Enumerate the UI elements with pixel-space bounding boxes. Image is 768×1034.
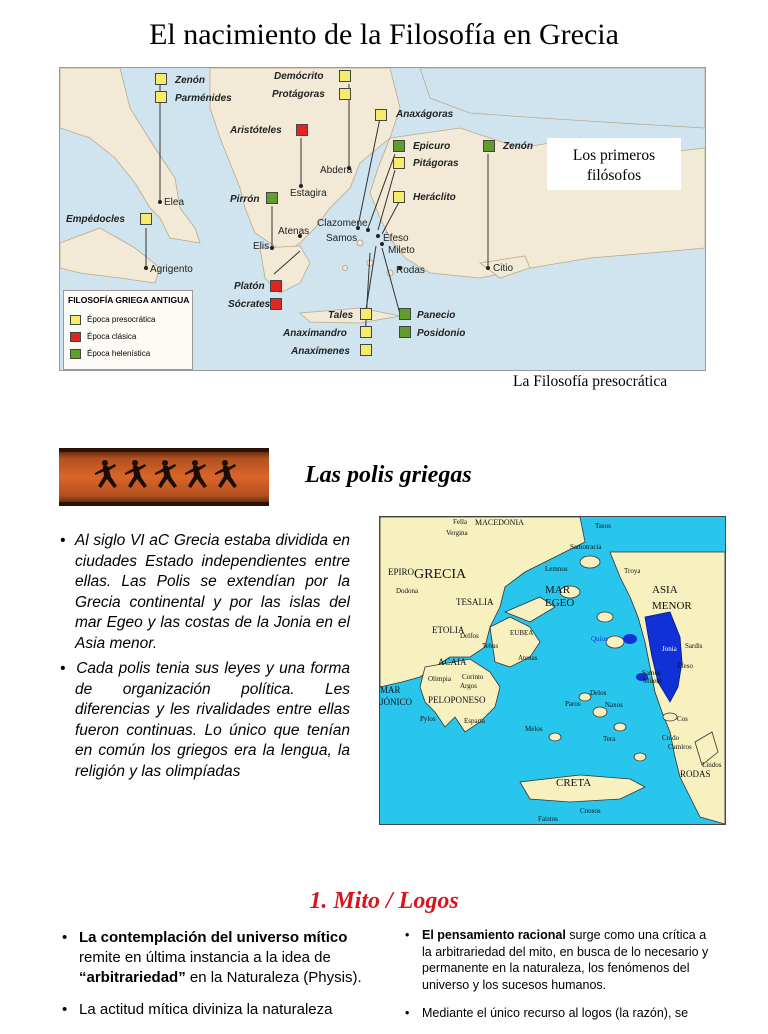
philosophy-map: [59, 67, 706, 371]
label-anaximenes: Anaxímenes: [291, 346, 350, 357]
logos-bullet: • Mediante el único recurso al logos (la razón), se: [405, 1006, 689, 1020]
polis-bullets: [60, 531, 350, 787]
marker-anaximenes: [360, 344, 372, 356]
map-legend: [63, 290, 193, 370]
city-samos: Samos: [326, 233, 358, 244]
greek-runners-banner: [59, 448, 269, 506]
map2-efeso: Éfeso: [677, 662, 693, 670]
mito-bullet: • La actitud mítica diviniza la naturaleza: [62, 1001, 333, 1018]
map2-paros: Paros: [565, 700, 581, 708]
map2-jonia: Jonia: [662, 645, 677, 653]
map2-acaia: ACAIA: [438, 657, 467, 667]
logos-bullet: • El pensamiento racional surge como una crítica a la arbitrariedad del mito, en busca de lo necesario y permanente en la naturaleza, los fenómenos del universo y los sucesos humanos.: [405, 928, 709, 992]
callout-box: [547, 138, 681, 190]
city-efeso: Éfeso: [383, 233, 409, 244]
map2-rodas: RODAS: [680, 769, 711, 779]
marker-socrates: [270, 298, 282, 310]
map2-epiro: EPIRO: [388, 567, 415, 577]
map2-tebas: Tebas: [482, 642, 499, 650]
label-parmenides: Parménides: [175, 93, 232, 104]
marker-parmenides: [155, 91, 167, 103]
map2-dodona: Dodona: [396, 587, 419, 595]
label-pirron: Pirrón: [230, 194, 260, 205]
map2-vergina: Vergina: [446, 529, 468, 537]
marker-democrito: [339, 70, 351, 82]
map-caption: La Filosofía presocrática: [513, 373, 668, 390]
map2-mar-jonico-2: JÓNICO: [380, 697, 413, 707]
map2-camiros: Camiros: [668, 743, 692, 751]
city-elea: Elea: [164, 197, 185, 208]
label-democrito: Demócrito: [274, 71, 324, 82]
mito-column: [62, 928, 368, 1032]
city-estagira: Estagira: [290, 188, 327, 199]
map2-samotracia: Samotracia: [570, 543, 602, 551]
map2-quios: Quios: [591, 635, 608, 643]
map2-cnido: Cnido: [662, 734, 680, 742]
marker-aristoteles: [296, 124, 308, 136]
label-socrates: Sócrates: [228, 299, 271, 310]
map2-faistos: Faistos: [538, 815, 558, 823]
marker-epicuro: [393, 140, 405, 152]
map2-argos: Argos: [460, 682, 477, 690]
map2-sardis: Sardis: [685, 642, 703, 650]
marker-zenon-elea: [155, 73, 167, 85]
marker-anaximandro: [360, 326, 372, 338]
label-pitagoras: Pitágoras: [413, 158, 459, 169]
city-clazomene: Clazomene: [317, 218, 368, 229]
map2-delos: Delos: [590, 689, 607, 697]
map2-asia-1: ASIA: [652, 584, 678, 596]
map2-cnosos: Cnosos: [580, 807, 601, 815]
marker-pitagoras: [393, 157, 405, 169]
map2-asia-2: MENOR: [652, 600, 692, 612]
map2-tera: Tera: [603, 735, 616, 743]
legend-item-hellenistic: Época helenística: [70, 349, 150, 359]
map2-mar-egeo-2: EGEO: [545, 597, 575, 609]
marker-tales: [360, 308, 372, 320]
map2-tesalia: TESALIA: [456, 597, 494, 607]
mito-logos-heading: 1. Mito / Logos: [309, 888, 459, 914]
map2-esparta: Esparta: [464, 717, 485, 725]
city-citio: Citio: [493, 263, 514, 274]
label-anaxagoras: Anaxágoras: [396, 109, 454, 120]
page-title: El nacimiento de la Filosofía en Grecia: [149, 18, 619, 51]
map2-background: [380, 517, 725, 824]
map2-grecia: GRECIA: [414, 567, 467, 582]
map2-mar-jonico-1: MAR: [380, 685, 401, 695]
label-zenon-citio: Zenón: [503, 141, 533, 152]
label-zenon-elea: Zenón: [175, 75, 205, 86]
marker-empedocles: [140, 213, 152, 225]
label-epicuro: Epicuro: [413, 141, 451, 152]
map2-olimpia: Olimpia: [428, 675, 451, 683]
callout-line2: filósofos: [586, 167, 642, 184]
map2-creta: CRETA: [556, 777, 592, 789]
legend-item-presocratic: Época presocrática: [70, 315, 155, 325]
logos-column: [405, 927, 715, 1034]
polis-bullet: • Al siglo VI aC Grecia estaba dividida en ciudades Estado independientes entre ellas. Las Polis se extendían por la Grecia continental y por las islas del mar Egeo y las costas de la Jonia en el Asia menor.: [60, 532, 350, 652]
label-aristoteles: Aristóteles: [230, 125, 282, 136]
marker-zenon-citio: [483, 140, 495, 152]
city-mileto: Mileto: [388, 245, 415, 256]
map2-mar-egeo-1: MAR: [545, 584, 571, 596]
mito-bullet: • La contemplación del universo mítico remite en última instancia a la idea de “arbitrariedad” en la Naturaleza (Physis).: [62, 929, 362, 986]
callout-line1: Los primeros: [572, 147, 656, 164]
legend-title: FILOSOFÍA GRIEGA ANTIGUA: [68, 295, 190, 305]
marker-protagoras: [339, 88, 351, 100]
map2-mileto: Mileto: [643, 677, 662, 685]
marker-posidonio: [399, 326, 411, 338]
map2-eubea: EUBEA: [510, 629, 534, 637]
marker-pirron: [266, 192, 278, 204]
map2-tasos: Tasos: [595, 522, 611, 530]
map2-etolia: ETOLIA: [432, 625, 465, 635]
label-empedocles: Empédocles: [66, 214, 125, 225]
map2-cos: Cos: [677, 715, 688, 723]
city-elis: Elis: [253, 241, 270, 252]
label-panecio: Panecio: [417, 310, 456, 321]
map2-melos: Melos: [525, 725, 543, 733]
label-tales: Tales: [328, 310, 354, 321]
label-anaximandro: Anaximandro: [283, 328, 347, 339]
greece-polis-map: [379, 516, 726, 825]
map2-atenas: Atenas: [518, 654, 538, 662]
marker-platon: [270, 280, 282, 292]
marker-anaxagoras: [375, 109, 387, 121]
map2-pylos: Pylos: [420, 715, 436, 723]
map2-samos: Samos: [642, 669, 661, 677]
map2-naxos: Naxos: [605, 701, 623, 709]
map2-corinto: Corinto: [462, 673, 484, 681]
map2-delfos: Delfos: [460, 632, 479, 640]
city-atenas: Atenas: [278, 226, 310, 237]
map2-fella: Fella: [453, 518, 467, 526]
map2-peloponeso: PELOPONESO: [428, 695, 486, 705]
map2-lindos: Lindos: [702, 761, 722, 769]
polis-bullet: • Cada polis tenia sus leyes y una forma de organización política. Les diferencias y les rivalidades entre ellas fueron continuas. Lo único que tenían en común los griegos era la lengua, la religión y las olimpíadas: [60, 660, 350, 780]
city-agrigento: Agrigento: [150, 264, 193, 275]
city-abdera: Abdera: [320, 165, 353, 176]
label-platon: Platón: [234, 281, 265, 292]
legend-item-classic: Época clásica: [70, 332, 136, 342]
label-protagoras: Protágoras: [272, 89, 325, 100]
label-heraclito: Heráclito: [413, 192, 456, 203]
map2-macedonia: MACEDONIA: [475, 518, 524, 527]
map2-troya: Troya: [624, 567, 641, 575]
marker-panecio: [399, 308, 411, 320]
polis-heading: Las polis griegas: [305, 462, 472, 488]
label-posidonio: Posidonio: [417, 328, 466, 339]
map2-lemnos: Lemnos: [545, 565, 568, 573]
city-rodas: Rodas: [396, 265, 425, 276]
marker-heraclito: [393, 191, 405, 203]
